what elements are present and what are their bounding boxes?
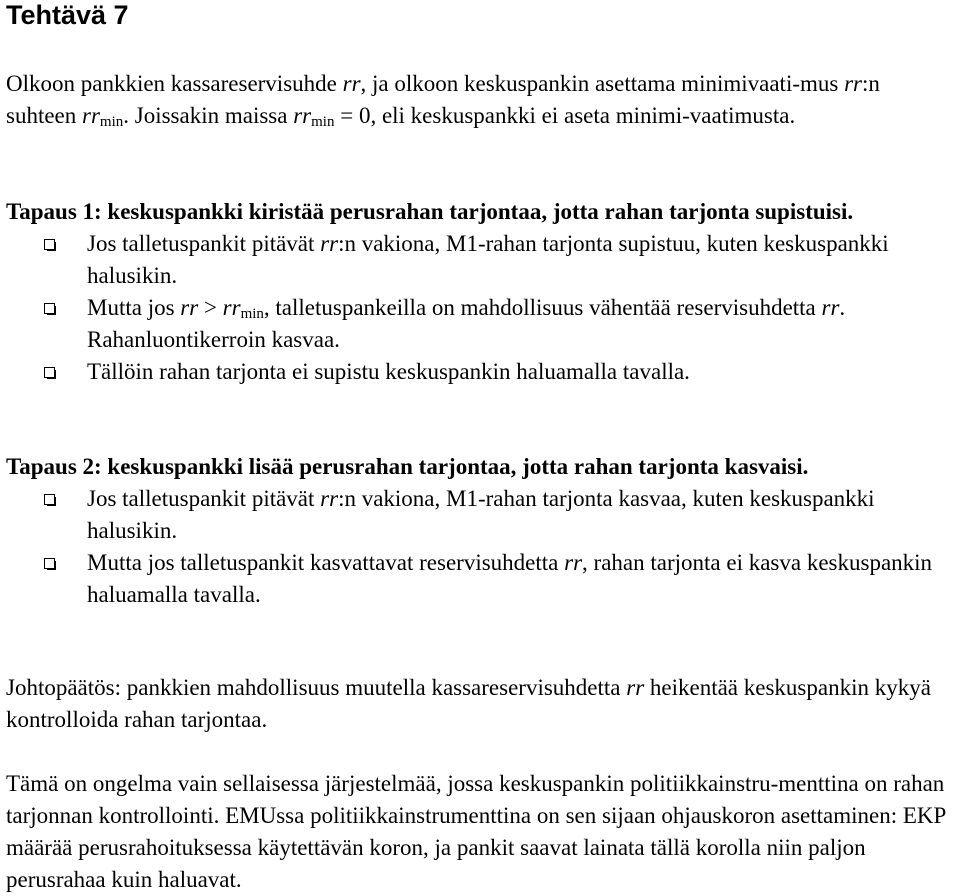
rr-symbol: rr — [320, 486, 339, 511]
rr-symbol: rr — [320, 231, 339, 256]
case-1-list — [6, 228, 952, 388]
list-item — [6, 547, 952, 611]
min-subscript: min — [99, 114, 124, 130]
rr-symbol: rr — [844, 71, 862, 96]
checkbox-bullet-icon — [44, 239, 55, 250]
conclusion-paragraph — [6, 672, 952, 736]
rr-symbol: rr — [626, 675, 645, 700]
case-2-heading: Tapaus 2: keskuspankki lisää perusrahan tarjontaa, jotta rahan tarjonta kasvaisi. — [6, 454, 809, 479]
intro-text: , ja olkoon keskuspankin asettama minimivaati-mus — [360, 71, 845, 96]
conclusion-text: heikentää keskuspankin kykyä kontrolloida rahan tarjontaa. — [6, 675, 931, 732]
bullet-text: . Rahanluontikerroin kasvaa. — [87, 295, 846, 352]
list-item — [6, 292, 952, 356]
conclusion-text: Johtopäätös: pankkien mahdollisuus muutella kassareservisuhdetta — [6, 675, 627, 700]
rr-symbol: rr — [82, 103, 100, 128]
list-item — [6, 356, 952, 388]
checkbox-bullet-icon — [44, 558, 55, 569]
rr-symbol: rr — [564, 550, 583, 575]
intro-paragraph — [6, 68, 952, 132]
page-title: Tehtävä 7 — [6, 0, 129, 30]
bullet-text: , talletuspankeilla on mahdollisuus vähentää reservisuhdetta — [263, 295, 822, 320]
checkbox-bullet-icon — [44, 303, 55, 314]
case-1-section — [6, 196, 952, 388]
final-paragraph: Tämä on ongelma vain sellaisessa järjestelmää, jossa keskuspankin politiikkainstru-menttina on rahan tarjonnan kontrollointi. EMUssa politiikkainstrumenttina on sen sijaan ohjauskoron asettaminen: EKP määrää perusrahoituksessa käytettävän koron, ja pankit saavat lainata tällä korolla niin paljon perusrahaa kuin haluavat. — [6, 771, 946, 892]
rr-symbol: rr — [821, 295, 840, 320]
bullet-text: Mutta jos — [87, 295, 181, 320]
bullet-text: Tällöin rahan tarjonta ei supistu keskuspankin haluamalla tavalla. — [87, 359, 690, 384]
case-2-list — [6, 483, 952, 611]
case-1-heading: Tapaus 1: keskuspankki kiristää perusrahan tarjontaa, jotta rahan tarjonta supistuisi. — [6, 199, 854, 224]
list-item — [6, 228, 952, 292]
case-2-section — [6, 451, 952, 611]
rr-symbol: rr — [293, 103, 312, 128]
bullet-text: Jos talletuspankit pitävät — [87, 486, 321, 511]
bullet-text: , rahan tarjonta ei kasva keskuspankin haluamalla tavalla. — [87, 550, 933, 607]
checkbox-bullet-icon — [44, 494, 55, 505]
greater-than-sign: > — [198, 295, 223, 320]
min-subscript: min — [240, 306, 264, 322]
intro-text: . Joissakin maissa — [123, 103, 294, 128]
intro-text: = 0, eli keskuspankki ei aseta minimi-vaatimusta. — [334, 103, 796, 128]
min-subscript: min — [311, 114, 335, 130]
bullet-text: :n vakiona, M1-rahan tarjonta kasvaa, kuten keskuspankki halusikin. — [87, 486, 875, 543]
checkbox-bullet-icon — [44, 367, 55, 378]
bullet-text: Mutta jos talletuspankit kasvattavat reservisuhdetta — [87, 550, 565, 575]
rr-symbol: rr — [342, 71, 361, 96]
bullet-text: Jos talletuspankit pitävät — [87, 231, 321, 256]
rr-symbol: rr — [222, 295, 241, 320]
intro-text: Olkoon pankkien kassareservisuhde — [6, 71, 343, 96]
intro-text: :n suhteen — [6, 71, 880, 128]
bullet-text: :n vakiona, M1-rahan tarjonta supistuu, kuten keskuspankki halusikin. — [87, 231, 889, 288]
list-item — [6, 483, 952, 547]
rr-symbol: rr — [180, 295, 199, 320]
